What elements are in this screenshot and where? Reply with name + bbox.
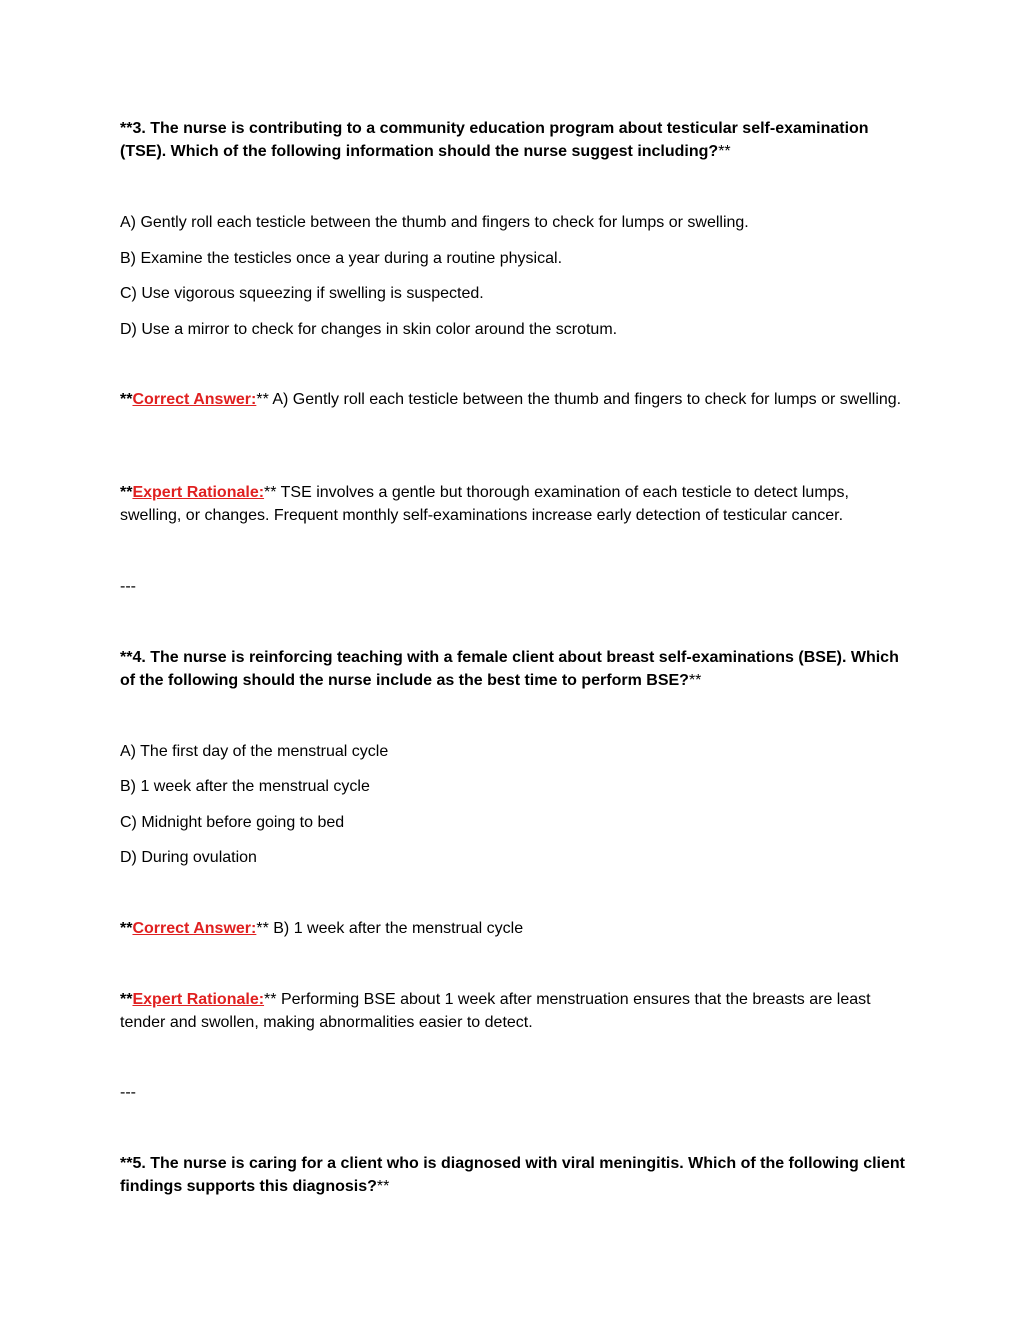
question-text: 3. The nurse is contributing to a community education program about testicular self-examination (TSE). Which of the following information should the nurse suggest including?: [120, 120, 869, 160]
answer-option: D) During ovulation: [120, 849, 257, 866]
document-page: [120, 0, 910, 1320]
correct-answer-label: Correct Answer:: [132, 391, 257, 408]
question-prefix: **: [120, 1155, 133, 1172]
rationale-prefix: **: [120, 484, 133, 501]
expert-rationale-label: Expert Rationale:: [132, 991, 265, 1008]
question-text: 5. The nurse is caring for a client who is diagnosed with viral meningitis. Which of the following client findings supports this diagnosis?: [120, 1155, 905, 1195]
section-separator: ---: [120, 1084, 136, 1101]
correct-answer-label: Correct Answer:: [132, 920, 257, 937]
rationale-prefix: **: [120, 991, 133, 1008]
answer-option: B) 1 week after the menstrual cycle: [120, 778, 370, 795]
question-stem: [120, 1152, 910, 1198]
question-stem: [120, 117, 910, 163]
section-separator: ---: [120, 578, 136, 595]
answer-prefix: **: [120, 920, 133, 937]
question-suffix: **: [718, 143, 731, 160]
question-text: 4. The nurse is reinforcing teaching with a female client about breast self-examinations (BSE). Which of the following should the nurse include as the best time to perform BSE?: [120, 649, 899, 689]
question-suffix: **: [688, 672, 702, 689]
correct-answer: [120, 917, 910, 940]
answer-option: C) Use vigorous squeezing if swelling is suspected.: [120, 285, 484, 302]
question-suffix: **: [376, 1178, 390, 1195]
expert-rationale-label: Expert Rationale:: [132, 484, 265, 501]
expert-rationale: [120, 988, 910, 1034]
question-stem: [120, 646, 910, 692]
question-prefix: **: [120, 649, 133, 666]
answer-prefix: **: [120, 391, 133, 408]
answer-option: D) Use a mirror to check for changes in skin color around the scrotum.: [120, 321, 618, 338]
answer-option: A) Gently roll each testicle between the thumb and fingers to check for lumps or swelling.: [120, 214, 749, 231]
expert-rationale-text: ** TSE involves a gentle but thorough examination of each testicle to detect lumps, swelling, or changes. Frequent monthly self-examinations increase early detection of testicular cancer.: [120, 484, 849, 524]
question-prefix: **: [120, 120, 133, 137]
expert-rationale: [120, 481, 910, 527]
expert-rationale-text: ** Performing BSE about 1 week after menstruation ensures that the breasts are least tender and swollen, making abnormalities easier to detect.: [120, 991, 871, 1031]
answer-option: B) Examine the testicles once a year during a routine physical.: [120, 250, 563, 267]
answer-option: A) The first day of the menstrual cycle: [120, 743, 389, 760]
answer-option: C) Midnight before going to bed: [120, 814, 345, 831]
correct-answer-text: ** B) 1 week after the menstrual cycle: [256, 920, 524, 937]
correct-answer-text: ** A) Gently roll each testicle between the thumb and fingers to check for lumps or swelling.: [256, 391, 902, 408]
correct-answer: [120, 388, 910, 411]
